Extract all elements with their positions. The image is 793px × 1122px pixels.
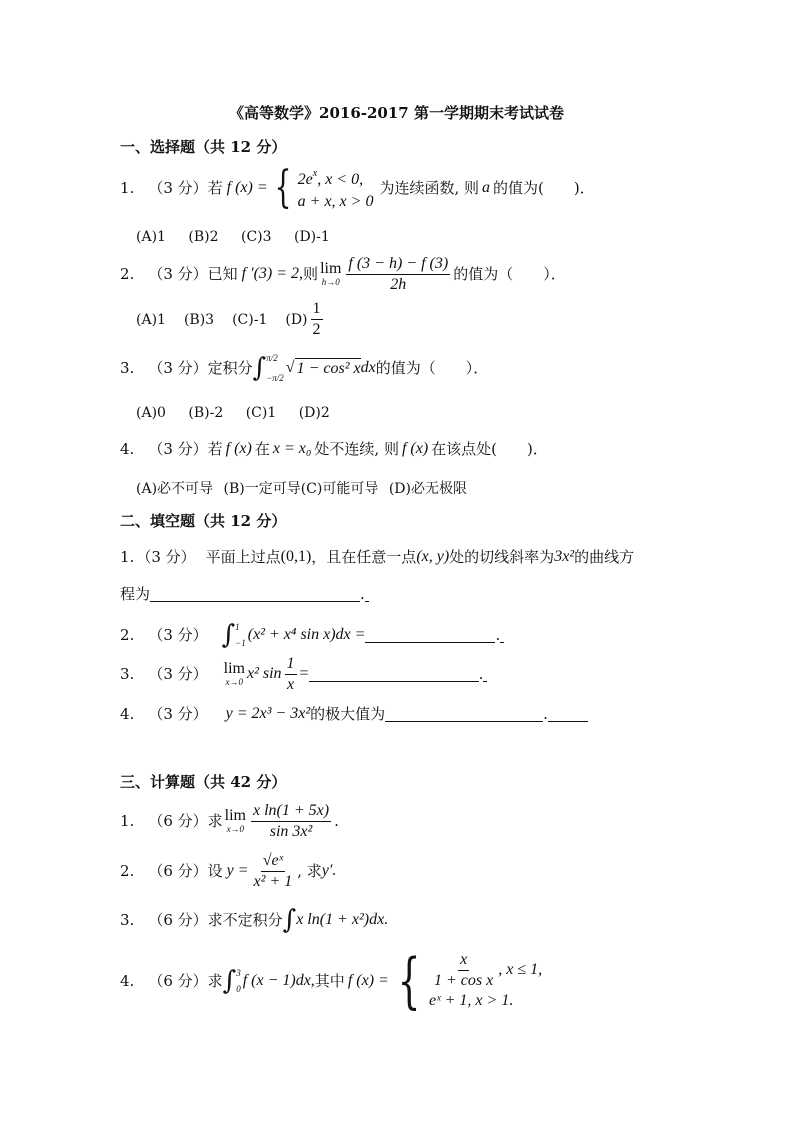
s3-q3 (120, 905, 388, 935)
math-lhs: y = (226, 862, 249, 879)
s1-q4 (120, 439, 548, 459)
answer-blank[interactable] (150, 587, 360, 602)
q-text: 已知 (207, 265, 238, 283)
s2-q3 (120, 654, 487, 694)
math-point: (x, y) (416, 548, 450, 565)
math-slope: 3x² (554, 548, 575, 565)
s1-q2 (120, 254, 566, 294)
s1-q3 (120, 348, 488, 388)
q-points: （6 分） (148, 812, 208, 830)
fraction: $\frac{\text{x ln(1 + 5x)}}{\text{sin 3x²}}$ (252, 801, 330, 840)
q-end: . (334, 812, 339, 830)
choice-c: (C)可能可导 (300, 481, 379, 497)
q-points: （6 分） (148, 972, 208, 990)
piecewise-cases: $2e^x$, x < 0, a + x, x > 0 (297, 168, 374, 210)
math-fx: f (x) = (347, 972, 389, 989)
q-tail: 的值为（ ）． (375, 359, 489, 377)
q-tail: 的值为（ ）． (453, 265, 566, 283)
fraction: $\frac{1}{x}$ (286, 654, 295, 693)
math-point: (0,1) (280, 548, 312, 565)
s1-q2-choices (136, 300, 359, 339)
choice-b: (B)2 (188, 229, 219, 245)
integral-bounds: π/2 −π/2 (266, 353, 284, 383)
q-points: （3 分） (148, 179, 208, 197)
equals: = (299, 665, 309, 682)
q-text: 程为 (120, 585, 151, 603)
choice-d: (D)必无极限 (388, 481, 467, 497)
q-number: 3. (120, 359, 135, 377)
choice-b: (B)3 (183, 311, 215, 328)
q-text: 求 (207, 812, 223, 830)
math-var: a (481, 179, 490, 196)
choice-b: (B)一定可导 (223, 481, 301, 497)
choice-a: (A)1 (136, 229, 166, 245)
q-number: 3. (120, 911, 135, 929)
section3-heading: 三、计算题（共 42 分） (120, 773, 287, 791)
s3-q1 (120, 800, 339, 842)
q-text: 的曲线方 (574, 548, 635, 566)
q-number: 4. (120, 440, 135, 458)
section2-heading: 二、填空题（共 12 分） (120, 512, 287, 530)
q-points: （3 分） (148, 626, 208, 644)
blank-tail (548, 707, 588, 722)
sqrt-sign: √ (285, 359, 295, 376)
blank-tail (500, 628, 504, 643)
answer-blank[interactable] (309, 667, 479, 682)
brace: { (274, 162, 292, 213)
piecewise-cases: $\frac{x}{\text{1 + cos x}}$ , x ≤ 1, eˣ + 1, x > 1. (429, 950, 543, 1009)
q-text: 处的切线斜率为 (449, 548, 555, 566)
integral-bounds: 3 0 (236, 968, 241, 994)
integral-bounds: 1 −1 (235, 622, 246, 648)
math-fx: f (x) = (226, 179, 268, 196)
choice-a: (A)必不可导 (136, 481, 214, 497)
q-tail: 的值为( )． (492, 179, 595, 197)
math-expr: f (x − 1)dx, (242, 972, 315, 989)
limit: lim h→0 (320, 260, 342, 287)
choice-d: (D)-1 (293, 229, 330, 245)
brace: { (397, 946, 421, 1016)
s3-q4 (120, 946, 543, 1016)
fraction: $\frac{\text{√eˣ}}{\text{x² + 1}}$ (253, 851, 293, 890)
q-end: . (495, 626, 501, 644)
math-fx: f (x) (401, 440, 429, 457)
q-text: 平面上过点 (205, 548, 281, 566)
q-text: 其中 (314, 972, 345, 990)
q-text: 设 (207, 862, 223, 880)
math-expr: x² sin (246, 665, 282, 682)
s1-q4-choices (136, 478, 485, 498)
s1-q3-choices (136, 405, 348, 421)
answer-blank[interactable] (385, 707, 543, 722)
s3-q2 (120, 849, 336, 893)
choice-a: (A)1 (136, 311, 166, 328)
integral-sign: ∫ (222, 966, 237, 996)
choice-d: (D) (285, 311, 308, 328)
q-number: 2. (120, 862, 135, 880)
limit: lim x→0 (223, 660, 245, 687)
choice-d: (D)2 (298, 405, 330, 421)
q-points: （3 分） (136, 548, 196, 566)
choice-c: (C)1 (245, 405, 277, 421)
limit: lim x→0 (224, 807, 246, 834)
choice-c: (C)3 (240, 229, 272, 245)
choice-c: (C)-1 (232, 311, 268, 328)
q-text: 在 (254, 440, 270, 458)
q-text: 为连续函数, 则 (379, 179, 479, 197)
q-number: 1. (120, 179, 135, 197)
section1-heading: 一、选择题（共 12 分） (120, 138, 287, 156)
s1-q1 (120, 162, 595, 213)
math-expr: x ln(1 + x²)dx. (296, 911, 389, 928)
choice-b: (B)-2 (188, 405, 224, 421)
s2-q4 (120, 704, 588, 724)
q-tail: 在该点处( )． (431, 440, 548, 458)
q-end: . (478, 665, 484, 683)
fraction: $\frac{f (3 - h) - f (3)}{2h}$ (348, 254, 449, 293)
exam-title: 《高等数学》2016-2017 第一学期期末考试试卷 (229, 104, 564, 122)
blank-tail (365, 587, 369, 602)
s2-q2 (120, 620, 504, 650)
q-number: 2. (120, 265, 135, 283)
math-given: f ′(3) = 2, (241, 265, 304, 282)
q-text: 若 (207, 440, 223, 458)
fraction-half: $\frac{1}{2}$ (312, 300, 321, 338)
q-number: 4. (120, 972, 135, 990)
math-expr: (x² + x⁴ sin x)dx = (247, 626, 366, 643)
q-points: （3 分） (148, 359, 208, 377)
q-points: （6 分） (148, 862, 208, 880)
q-text: 若 (207, 179, 223, 197)
math-fx: f (x) (225, 440, 252, 457)
math-ans: y′. (321, 862, 337, 879)
dx: dx (360, 359, 376, 376)
s2-q1-cont (120, 584, 369, 604)
q-text: 求 (207, 972, 223, 990)
blank-tail (483, 667, 487, 682)
q-points: （3 分） (148, 705, 208, 723)
math-point: x = x₀ (272, 440, 312, 457)
q-points: （3 分） (148, 665, 208, 683)
math-expr: y = 2x³ − 3x² (225, 705, 311, 722)
q-text: ，且在任意一点 (311, 548, 417, 566)
integral-sign: ∫ (252, 353, 267, 383)
integral-sign: ∫ (221, 620, 236, 650)
q-tail: , 求 (297, 862, 322, 880)
q-points: （6 分） (148, 911, 208, 929)
q-end: . (543, 705, 548, 723)
choice-a: (A)0 (136, 405, 166, 421)
q-points: （3 分） (148, 265, 208, 283)
q-number: 1. (120, 812, 135, 830)
s2-q1 (120, 547, 634, 567)
s1-q1-choices (136, 229, 348, 245)
q-text: 定积分 (207, 359, 253, 377)
q-number: 2. (120, 626, 135, 644)
q-text: 处不连续, 则 (314, 440, 399, 458)
integral-sign: ∫ (282, 905, 297, 935)
q-points: （3 分） (148, 440, 208, 458)
answer-blank[interactable] (365, 628, 495, 643)
q-number: 4. (120, 705, 135, 723)
q-number: 1. (120, 548, 135, 566)
q-text: 则 (303, 265, 319, 283)
q-number: 3. (120, 665, 135, 683)
sqrt-expr: 1 − cos² x (296, 359, 361, 377)
q-text: 的极大值为 (310, 705, 386, 723)
q-end: . (360, 585, 365, 603)
q-text: 求不定积分 (207, 911, 283, 929)
